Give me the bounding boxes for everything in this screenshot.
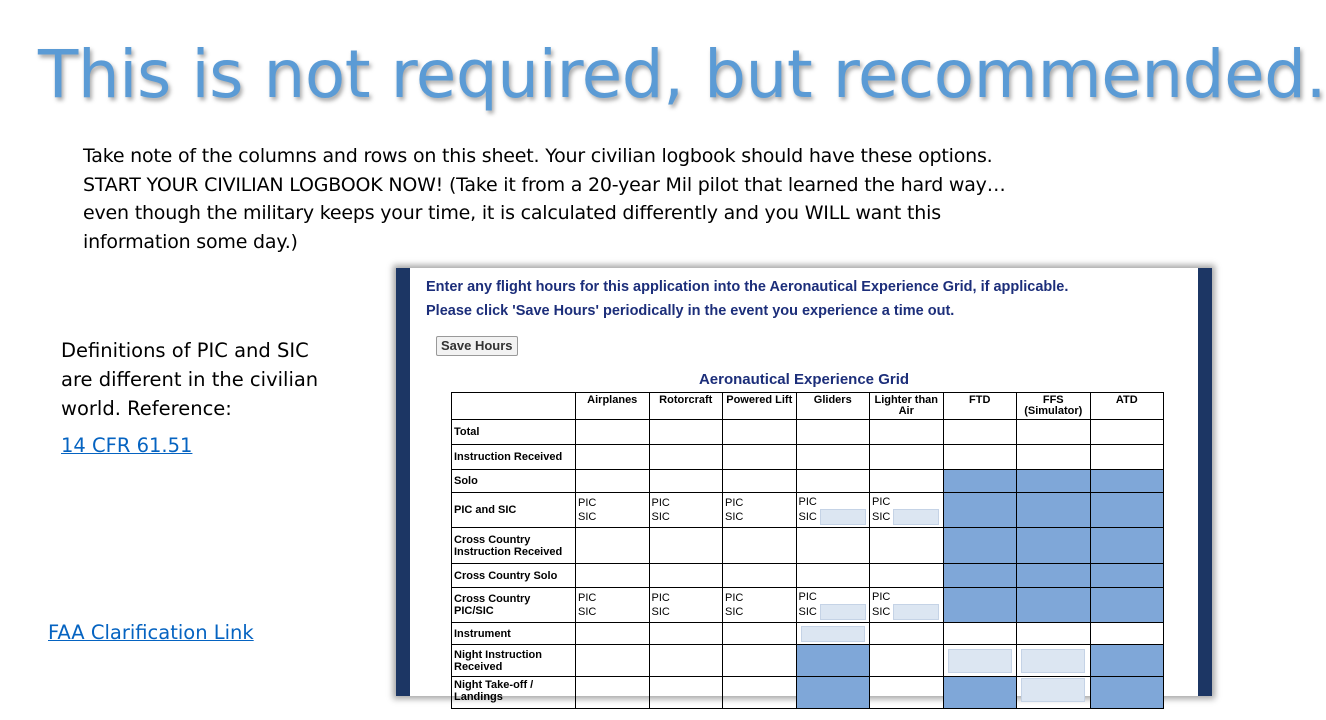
- hours-cell[interactable]: [870, 645, 944, 677]
- disabled-cell: [1090, 588, 1164, 623]
- hours-cell[interactable]: [870, 470, 944, 493]
- faa-clarification-link[interactable]: FAA Clarification Link: [48, 621, 254, 644]
- disabled-cell: [796, 645, 870, 677]
- sic-hours-input[interactable]: [893, 509, 939, 525]
- disabled-cell: [943, 677, 1017, 709]
- row-label: Instruction Received: [452, 445, 576, 470]
- hours-cell[interactable]: [1017, 677, 1091, 709]
- column-header: Powered Lift: [723, 393, 797, 420]
- hours-cell[interactable]: [723, 677, 797, 709]
- row-label: Cross Country PIC/SIC: [452, 588, 576, 623]
- pic-sic-cell[interactable]: [576, 588, 650, 623]
- pic-label: PIC: [651, 497, 670, 509]
- row-label: Total: [452, 420, 576, 445]
- sic-label: SIC: [872, 510, 891, 523]
- table-row: [452, 528, 1164, 564]
- sic-label: SIC: [798, 510, 817, 523]
- pic-sic-cell[interactable]: [649, 588, 723, 623]
- disabled-cell: [943, 588, 1017, 623]
- pic-label: PIC: [798, 591, 817, 603]
- hours-cell[interactable]: [576, 677, 650, 709]
- table-row: [452, 470, 1164, 493]
- grid-title: Aeronautical Experience Grid: [698, 371, 910, 388]
- disabled-cell: [1090, 493, 1164, 528]
- disabled-cell: [943, 564, 1017, 588]
- hours-cell[interactable]: [796, 564, 870, 588]
- pic-label: PIC: [798, 496, 817, 508]
- hours-cell[interactable]: [796, 470, 870, 493]
- hours-cell[interactable]: [796, 420, 870, 445]
- hours-cell[interactable]: [723, 445, 797, 470]
- aeronautical-experience-grid: [451, 392, 1164, 709]
- pic-label: PIC: [872, 591, 891, 603]
- disabled-cell: [943, 470, 1017, 493]
- hours-cell[interactable]: [1090, 420, 1164, 445]
- hours-cell[interactable]: [723, 645, 797, 677]
- pic-sic-cell[interactable]: [723, 588, 797, 623]
- disabled-cell: [1090, 645, 1164, 677]
- row-label: Cross Country Solo: [452, 564, 576, 588]
- table-row: [452, 645, 1164, 677]
- pic-sic-cell[interactable]: [796, 588, 870, 623]
- table-row: [452, 420, 1164, 445]
- pic-sic-cell[interactable]: [796, 493, 870, 528]
- column-header: Rotorcraft: [649, 393, 723, 420]
- hours-cell[interactable]: [576, 528, 650, 564]
- hours-cell[interactable]: [723, 564, 797, 588]
- disabled-cell: [1017, 470, 1091, 493]
- sic-hours-input[interactable]: [893, 604, 939, 620]
- pic-label: PIC: [725, 497, 744, 509]
- hours-cell[interactable]: [723, 420, 797, 445]
- disabled-cell: [1017, 564, 1091, 588]
- timeout-warning-message: Please click 'Save Hours' periodically in the event you experience a time out.: [426, 303, 955, 319]
- disabled-cell: [1017, 528, 1091, 564]
- sic-label: SIC: [798, 605, 817, 618]
- table-row: [452, 564, 1164, 588]
- corner-cell: [452, 393, 576, 420]
- hours-cell[interactable]: [649, 528, 723, 564]
- disabled-cell: [796, 677, 870, 709]
- hours-cell[interactable]: [943, 420, 1017, 445]
- hours-cell[interactable]: [649, 623, 723, 645]
- hours-input[interactable]: [1021, 649, 1085, 673]
- row-label: Night Take-off / Landings: [452, 677, 576, 709]
- sic-label: SIC: [725, 606, 744, 618]
- hours-cell[interactable]: [870, 420, 944, 445]
- hours-cell[interactable]: [796, 528, 870, 564]
- hours-cell[interactable]: [1017, 420, 1091, 445]
- table-row: [452, 445, 1164, 470]
- hours-cell[interactable]: [796, 623, 870, 645]
- disabled-cell: [1017, 493, 1091, 528]
- disabled-cell: [1090, 677, 1164, 709]
- pic-label: PIC: [725, 592, 744, 604]
- sic-label: SIC: [651, 606, 670, 618]
- pic-label: PIC: [578, 592, 597, 604]
- pic-label: PIC: [872, 496, 891, 508]
- hours-cell[interactable]: [870, 564, 944, 588]
- row-label: PIC and SIC: [452, 493, 576, 528]
- application-form-screenshot: [396, 268, 1212, 703]
- column-header: ATD: [1090, 393, 1164, 420]
- disabled-cell: [1017, 588, 1091, 623]
- grid-header-row: [452, 393, 1164, 420]
- hours-cell[interactable]: [723, 623, 797, 645]
- cfr-reference-link[interactable]: 14 CFR 61.51: [61, 434, 193, 457]
- sic-hours-input[interactable]: [820, 509, 866, 525]
- row-label: Cross Country Instruction Received: [452, 528, 576, 564]
- sic-hours-input[interactable]: [820, 604, 866, 620]
- hours-cell[interactable]: [576, 645, 650, 677]
- hours-cell[interactable]: [943, 445, 1017, 470]
- hours-cell[interactable]: [723, 470, 797, 493]
- hours-cell[interactable]: [1017, 445, 1091, 470]
- pic-sic-cell[interactable]: [723, 493, 797, 528]
- hours-cell[interactable]: [1090, 623, 1164, 645]
- column-header: FTD: [943, 393, 1017, 420]
- hours-cell[interactable]: [649, 445, 723, 470]
- sic-label: SIC: [578, 511, 597, 523]
- pic-sic-cell[interactable]: [870, 588, 944, 623]
- hours-cell[interactable]: [576, 564, 650, 588]
- sic-label: SIC: [725, 511, 744, 523]
- disabled-cell: [1090, 564, 1164, 588]
- column-header: FFS (Simulator): [1017, 393, 1091, 420]
- definitions-text: Definitions of PIC and SIC are different in the civilian world. Reference:: [61, 339, 319, 420]
- hours-cell[interactable]: [943, 623, 1017, 645]
- hours-cell[interactable]: [576, 470, 650, 493]
- row-label: Instrument: [452, 623, 576, 645]
- hours-input[interactable]: [1021, 678, 1085, 702]
- table-row: [452, 677, 1164, 709]
- column-header: Airplanes: [576, 393, 650, 420]
- instruction-message: Enter any flight hours for this application into the Aeronautical Experience Grid, if applicable.: [426, 279, 1069, 295]
- hours-cell[interactable]: [649, 470, 723, 493]
- hours-cell[interactable]: [870, 445, 944, 470]
- hours-cell[interactable]: [723, 528, 797, 564]
- column-header: Lighter than Air: [870, 393, 944, 420]
- hours-cell[interactable]: [649, 564, 723, 588]
- hours-cell[interactable]: [576, 623, 650, 645]
- pic-sic-cell[interactable]: [649, 493, 723, 528]
- slide-title: This is not required, but recommended.: [38, 36, 1326, 113]
- hours-cell[interactable]: [870, 623, 944, 645]
- pic-label: PIC: [651, 592, 670, 604]
- hours-cell[interactable]: [1090, 445, 1164, 470]
- column-header: Gliders: [796, 393, 870, 420]
- hours-cell[interactable]: [576, 445, 650, 470]
- disabled-cell: [943, 493, 1017, 528]
- left-frame-bar: [396, 268, 410, 696]
- hours-input[interactable]: [948, 649, 1012, 673]
- hours-input[interactable]: [801, 626, 865, 642]
- save-hours-button[interactable]: Save Hours: [436, 336, 518, 356]
- pic-label: PIC: [578, 497, 597, 509]
- sic-label: SIC: [872, 605, 891, 618]
- hours-cell[interactable]: [796, 445, 870, 470]
- pic-sic-cell[interactable]: [870, 493, 944, 528]
- disabled-cell: [1090, 528, 1164, 564]
- hours-cell[interactable]: [576, 420, 650, 445]
- pic-sic-cell[interactable]: [576, 493, 650, 528]
- table-row: [452, 623, 1164, 645]
- hours-cell[interactable]: [870, 677, 944, 709]
- hours-cell[interactable]: [943, 645, 1017, 677]
- hours-cell[interactable]: [649, 677, 723, 709]
- table-row: [452, 588, 1164, 623]
- disabled-cell: [943, 528, 1017, 564]
- hours-cell[interactable]: [870, 528, 944, 564]
- disabled-cell: [1090, 470, 1164, 493]
- hours-cell[interactable]: [649, 645, 723, 677]
- sic-label: SIC: [578, 606, 597, 618]
- table-row: [452, 493, 1164, 528]
- hours-cell[interactable]: [1017, 645, 1091, 677]
- intro-paragraph: Take note of the columns and rows on this sheet. Your civilian logbook should have these options. START YOUR CIVILIAN LOGBOOK NOW! (Take it from a 20-year Mil pilot that learned the hard way…even though the military keeps your time, it is calculated differently and you WILL want this information some day.): [83, 145, 1006, 253]
- row-label: Night Instruction Received: [452, 645, 576, 677]
- hours-cell[interactable]: [649, 420, 723, 445]
- sic-label: SIC: [651, 511, 670, 523]
- right-frame-bar: [1198, 268, 1212, 696]
- hours-cell[interactable]: [1017, 623, 1091, 645]
- row-label: Solo: [452, 470, 576, 493]
